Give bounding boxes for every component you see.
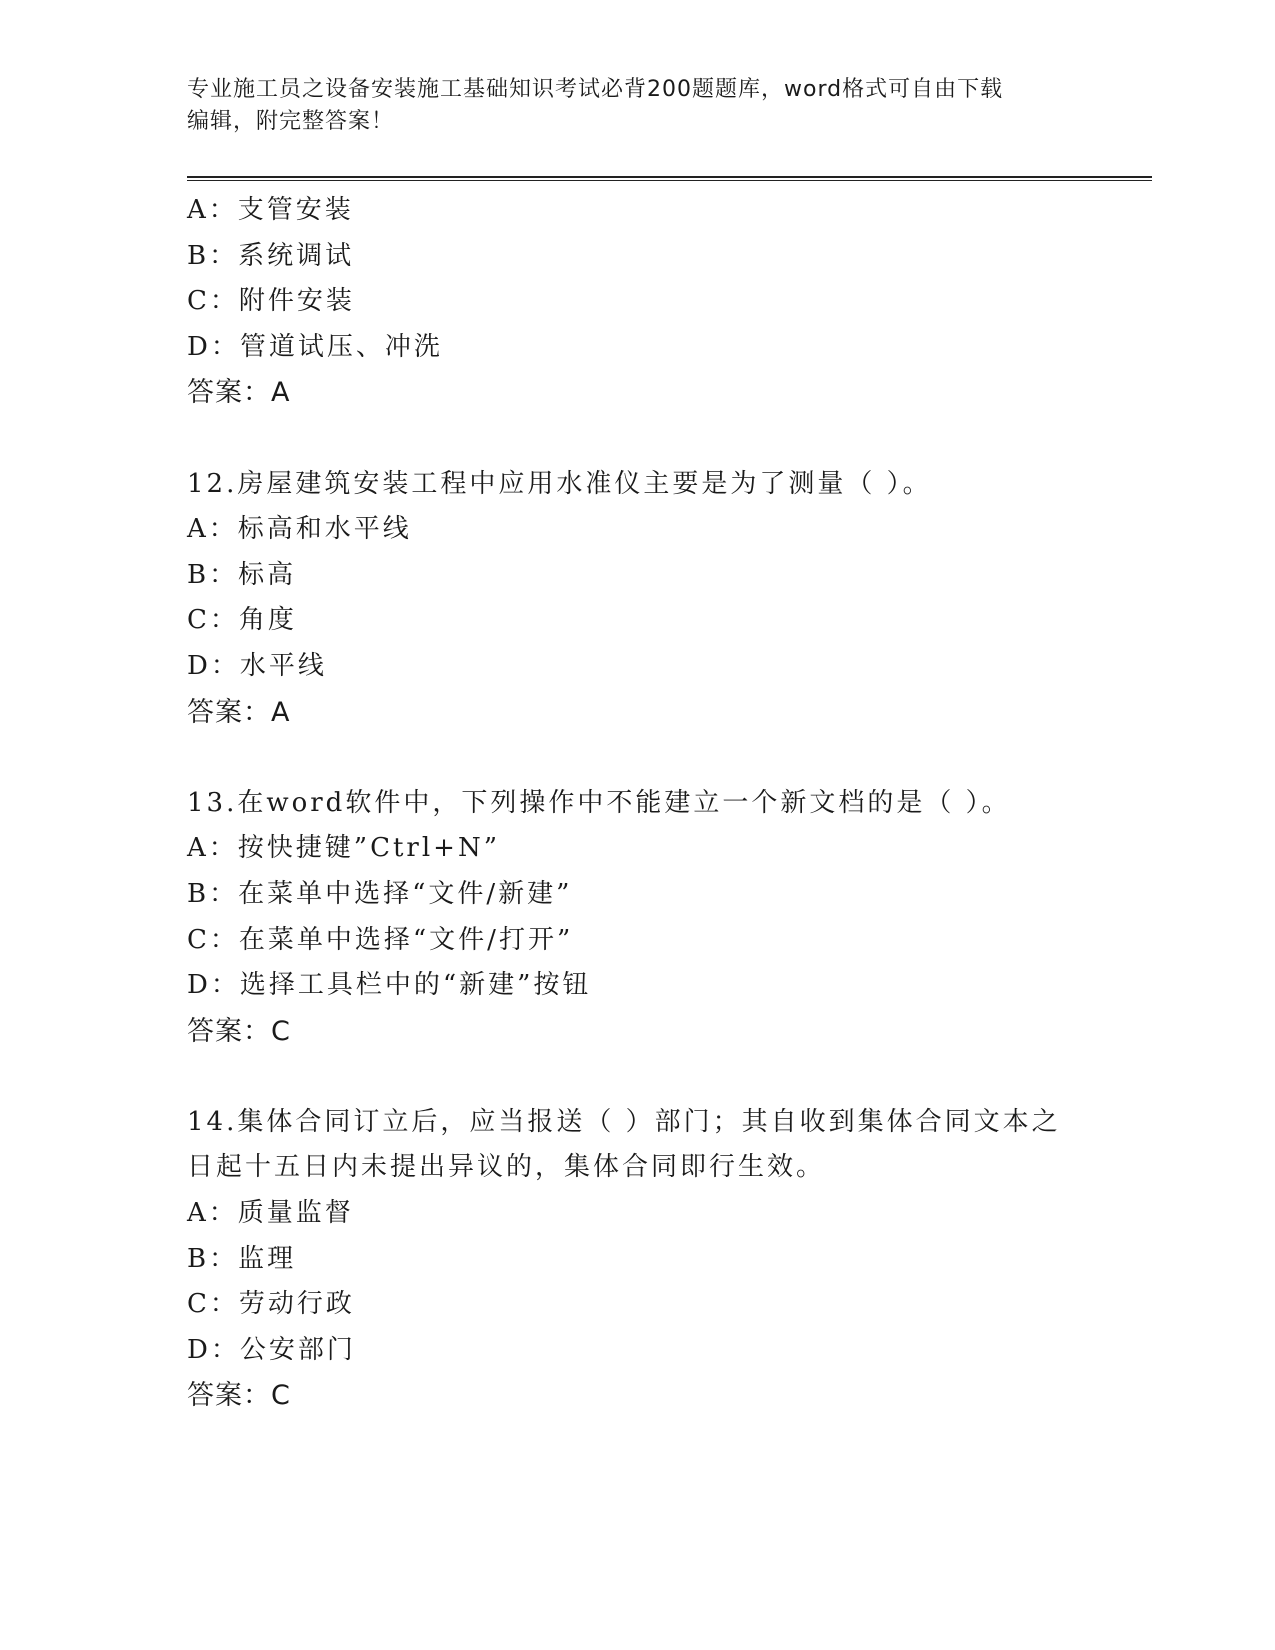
option-a: A：质量监督 — [187, 1198, 354, 1229]
document-header — [187, 74, 1067, 138]
option-b: B：标高 — [187, 559, 297, 590]
option-c: C：角度 — [187, 605, 297, 636]
question-text: 13.在word软件中，下列操作中不能建立一个新文档的是（ ）。 — [187, 787, 1011, 818]
answer-line: 答案：A — [187, 377, 291, 409]
answer-line: 答案：C — [187, 1015, 291, 1047]
question-block-11 — [187, 188, 1152, 416]
question-text: 12.房屋建筑安装工程中应用水准仪主要是为了测量（ ）。 — [187, 468, 932, 499]
option-d: D：选择工具栏中的“新建”按钮 — [187, 970, 592, 1001]
question-block-14 — [187, 1100, 1152, 1419]
option-c: C：劳动行政 — [187, 1289, 355, 1320]
header-title-line-2: 编辑，附完整答案！ — [187, 109, 395, 134]
option-a: A：标高和水平线 — [187, 514, 412, 545]
spacer — [187, 735, 1152, 781]
question-block-13 — [187, 781, 1152, 1055]
question-list — [187, 188, 1152, 1419]
option-a: A：支管安装 — [187, 195, 354, 225]
header-title-line-1: 专业施工员之设备安装施工基础知识考试必背200题题库，word格式可自由下载 — [187, 77, 1004, 102]
answer-line: 答案：C — [187, 1380, 291, 1412]
option-b: B：在菜单中选择“文件/新建” — [187, 878, 573, 909]
spacer — [187, 416, 1152, 462]
question-text: 14.集体合同订立后，应当报送（ ）部门；其自收到集体合同文本之日起十五日内未提出异议的，集体合同即行生效。 — [187, 1106, 1061, 1183]
answer-line: 答案：A — [187, 696, 291, 728]
option-d: D：管道试压、冲洗 — [187, 331, 443, 362]
option-b: B：监理 — [187, 1243, 297, 1274]
option-b: B：系统调试 — [187, 240, 355, 271]
option-a: A：按快捷键”Ctrl+N” — [187, 833, 500, 864]
header-divider — [187, 176, 1152, 181]
option-c: C：附件安装 — [187, 286, 355, 317]
spacer — [187, 1054, 1152, 1100]
option-c: C：在菜单中选择“文件/打开” — [187, 924, 574, 955]
option-d: D：水平线 — [187, 650, 327, 681]
option-d: D：公安部门 — [187, 1334, 356, 1365]
question-block-12 — [187, 462, 1152, 736]
